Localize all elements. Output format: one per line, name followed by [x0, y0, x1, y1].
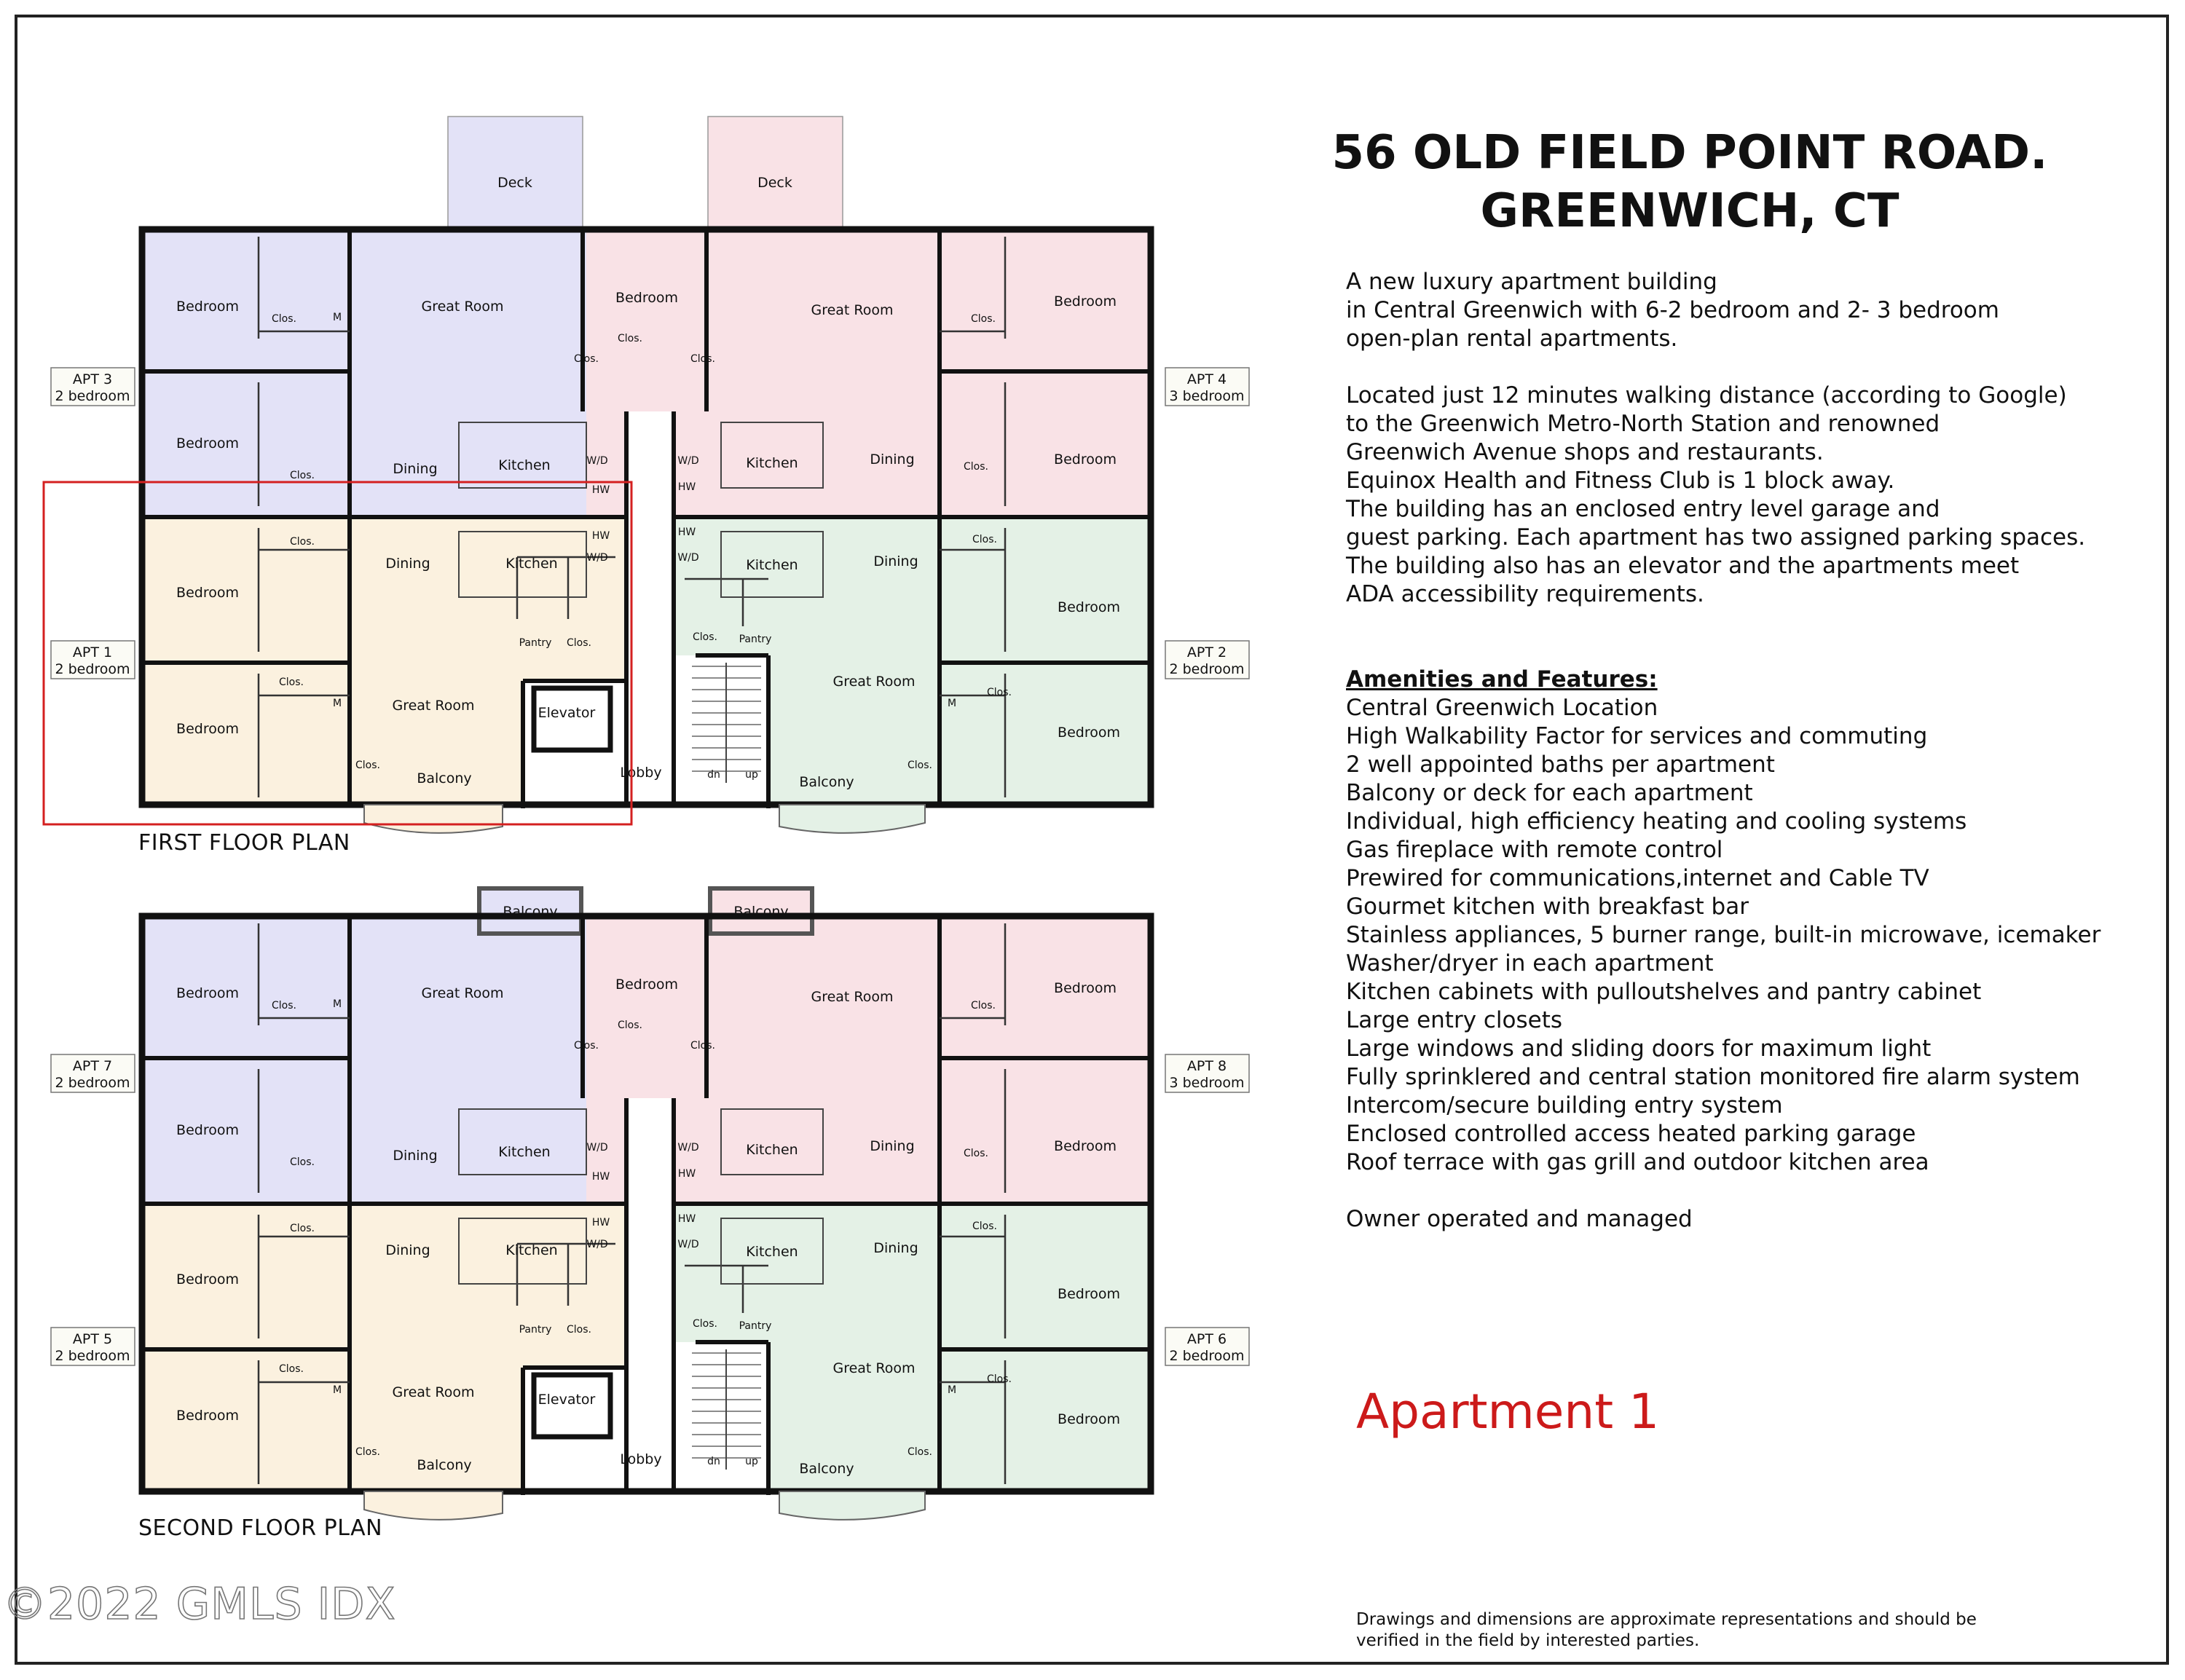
apartment-number: APT 4	[1186, 371, 1227, 387]
fixture-label: Clos.	[618, 1020, 642, 1031]
room-label: Bedroom	[1058, 725, 1120, 741]
apartment-bedroom-count: 2 bedroom	[1169, 661, 1245, 677]
room-label: Balcony	[799, 774, 854, 790]
room-label: Bedroom	[176, 1408, 239, 1424]
amenity-item: Balcony or deck for each apartment	[1346, 780, 1753, 806]
amenity-item: Prewired for communications,internet and Cable TV	[1346, 865, 1929, 891]
fixture-label: Clos.	[971, 1000, 996, 1011]
bottom-balcony	[364, 805, 503, 833]
amenities-heading: Amenities and Features:	[1346, 666, 1658, 693]
deck-label: Deck	[497, 175, 532, 191]
fixture-label: Clos.	[972, 1220, 997, 1232]
room-label: Kitchen	[498, 457, 551, 473]
balcony-label: Balcony	[503, 904, 558, 920]
fixture-label: HW	[591, 1171, 610, 1183]
room-label: Great Room	[832, 674, 916, 690]
fixture-label: Clos.	[964, 1148, 988, 1159]
room-label: Bedroom	[1058, 599, 1120, 615]
fixture-label: Clos.	[987, 687, 1012, 698]
fixture-label: M	[332, 312, 342, 323]
fixture-label: W/D	[677, 1142, 699, 1153]
apartment-bedroom-count: 2 bedroom	[55, 1348, 130, 1364]
room-label: Bedroom	[176, 985, 239, 1001]
amenity-item: Fully sprinklered and central station monitored fire alarm system	[1346, 1064, 2080, 1090]
copyright-watermark: ©2022 GMLS IDX	[3, 1579, 396, 1630]
fixture-label: Clos.	[987, 1373, 1012, 1385]
apartment-number: APT 5	[72, 1331, 113, 1347]
fixture-label: Clos.	[272, 313, 296, 325]
intro-paragraph	[1346, 268, 1999, 353]
first-floor-plan-label: FIRST FLOOR PLAN	[138, 830, 350, 856]
apartment-bedroom-count: 2 bedroom	[1169, 1348, 1245, 1364]
fixture-label: W/D	[677, 455, 699, 467]
fixture-label: Clos.	[567, 1324, 591, 1336]
fixture-label: W/D	[586, 455, 608, 467]
room-label: Elevator	[538, 1392, 596, 1408]
apartment-bedroom-count: 3 bedroom	[1169, 1075, 1245, 1091]
amenity-item: Large entry closets	[1346, 1007, 1563, 1033]
amenity-item: 2 well appointed baths per apartment	[1346, 752, 1775, 778]
fixture-label: W/D	[586, 1239, 608, 1250]
owner-note: Owner operated and managed	[1346, 1206, 1693, 1232]
room-label: Dining	[870, 451, 915, 468]
fixture-label: Clos.	[355, 1446, 380, 1458]
room-label: Dining	[870, 1138, 915, 1154]
fixture-label: Pantry	[519, 1324, 552, 1336]
fixture-label: Clos.	[272, 1000, 296, 1011]
bottom-balcony	[364, 1491, 503, 1520]
apartment-number: APT 7	[72, 1058, 113, 1074]
room-label: Bedroom	[1054, 451, 1117, 468]
apartment-bedroom-count: 3 bedroom	[1169, 388, 1245, 404]
intro-line: open-plan rental apartments.	[1346, 326, 1678, 352]
room-label: Lobby	[620, 1451, 662, 1467]
room-label: Bedroom	[176, 585, 239, 601]
fixture-label: Clos.	[279, 677, 304, 688]
room-label: Dining	[393, 1148, 438, 1164]
fixture-label: W/D	[586, 552, 608, 564]
title-line-street: 56 OLD FIELD POINT ROAD.	[1331, 126, 2048, 180]
apartment-bedroom-count: 2 bedroom	[55, 661, 130, 677]
fixture-label: HW	[677, 1213, 696, 1225]
room-label: Great Room	[392, 698, 475, 714]
room-label: Kitchen	[498, 1144, 551, 1160]
location-line: The building has an enclosed entry level garage and	[1346, 496, 1940, 522]
fixture-label: Clos.	[290, 1223, 315, 1234]
fixture-label: W/D	[586, 1142, 608, 1153]
fixture-label: M	[332, 1384, 342, 1396]
location-paragraph	[1346, 382, 2085, 609]
intro-line: A new luxury apartment building	[1346, 269, 1717, 295]
room-label: Great Room	[811, 989, 894, 1005]
room-label: Balcony	[799, 1461, 854, 1477]
apartment-number: APT 3	[72, 371, 113, 387]
fixture-label: M	[947, 698, 957, 709]
location-line: Equinox Health and Fitness Club is 1 block away.	[1346, 468, 1895, 494]
room-label: Kitchen	[746, 1142, 798, 1158]
amenity-item: Enclosed controlled access heated parking garage	[1346, 1121, 1916, 1147]
room-label: Kitchen	[505, 556, 558, 572]
intro-line: in Central Greenwich with 6-2 bedroom and 2- 3 bedroom	[1346, 297, 1999, 323]
amenity-item: Washer/dryer in each apartment	[1346, 950, 1714, 977]
fixture-label: up	[745, 1456, 758, 1467]
floor-2-plan	[51, 888, 1249, 1520]
fixture-label: HW	[677, 1168, 696, 1180]
room-label: Great Room	[421, 985, 504, 1001]
fixture-label: HW	[591, 484, 610, 496]
fixture-label: Clos.	[693, 1318, 717, 1330]
fixture-label: HW	[591, 1217, 610, 1229]
fixture-label: Clos.	[279, 1363, 304, 1375]
room-label: Dining	[393, 461, 438, 477]
room-label: Bedroom	[176, 1271, 239, 1287]
room-label: Bedroom	[1054, 293, 1117, 309]
fixture-label: W/D	[677, 552, 699, 564]
amenity-item: Roof terrace with gas grill and outdoor kitchen area	[1346, 1149, 1929, 1175]
room-label: Great Room	[421, 299, 504, 315]
bottom-balcony	[779, 805, 925, 833]
room-label: Bedroom	[1054, 980, 1117, 996]
location-line: to the Greenwich Metro-North Station and renowned	[1346, 411, 1940, 437]
amenity-item: Gourmet kitchen with breakfast bar	[1346, 894, 1749, 920]
disclaimer-line: verified in the field by interested parties.	[1356, 1631, 1700, 1650]
room-label: Bedroom	[176, 1122, 239, 1138]
fixture-label: Pantry	[739, 1320, 772, 1332]
apartment-bedroom-count: 2 bedroom	[55, 388, 130, 404]
amenity-item: Gas fireplace with remote control	[1346, 837, 1723, 863]
room-label: Lobby	[620, 765, 662, 781]
amenity-item: Kitchen cabinets with pulloutshelves and pantry cabinet	[1346, 979, 1982, 1005]
amenity-item: High Walkability Factor for services and commuting	[1346, 723, 1928, 749]
room-label: Kitchen	[746, 455, 798, 471]
room-label: Dining	[873, 1240, 918, 1256]
amenity-item: Stainless appliances, 5 burner range, built-in microwave, icemaker	[1346, 922, 2101, 948]
fixture-label: Clos.	[355, 760, 380, 771]
room-label: Dining	[385, 1242, 430, 1258]
fixture-label: Clos.	[290, 470, 315, 481]
room-label: Kitchen	[746, 1244, 798, 1260]
title-line-town: GREENWICH, CT	[1480, 184, 1899, 238]
fixture-label: M	[332, 698, 342, 709]
fixture-label: HW	[677, 527, 696, 538]
apartment-bedroom-count: 2 bedroom	[55, 1075, 130, 1091]
apartment-number: APT 1	[72, 644, 113, 660]
fixture-label: up	[745, 769, 758, 781]
room-label: Great Room	[832, 1360, 916, 1376]
amenity-item: Individual, high efficiency heating and cooling systems	[1346, 808, 1967, 835]
fixture-label: Clos.	[290, 1156, 315, 1168]
fixture-label: Clos.	[690, 1040, 715, 1052]
fixture-label: dn	[707, 769, 720, 781]
room-label: Great Room	[392, 1384, 475, 1400]
amenity-item: Intercom/secure building entry system	[1346, 1092, 1783, 1119]
room-label: Kitchen	[746, 557, 798, 573]
amenity-item: Large windows and sliding doors for maximum light	[1346, 1036, 1932, 1062]
amenities-section	[1346, 666, 2101, 1234]
room-label: Balcony	[417, 770, 472, 786]
property-title	[1318, 124, 2061, 240]
room-label: Great Room	[811, 302, 894, 318]
fixture-label: Pantry	[739, 634, 772, 645]
room-label: Balcony	[417, 1457, 472, 1473]
fixture-label: dn	[707, 1456, 720, 1467]
location-line: guest parking. Each apartment has two assigned parking spaces.	[1346, 524, 2086, 551]
fixture-label: Clos.	[971, 313, 996, 325]
room-label: Bedroom	[176, 299, 239, 315]
disclaimer	[1356, 1609, 1977, 1652]
apartment-number: APT 6	[1186, 1331, 1227, 1347]
room-label: Elevator	[538, 705, 596, 721]
room-label: Bedroom	[1058, 1286, 1120, 1302]
deck-area	[708, 117, 843, 229]
fixture-label: Clos.	[618, 333, 642, 344]
fixture-label: Clos.	[693, 631, 717, 643]
room-label: Bedroom	[176, 721, 239, 737]
location-line: The building also has an elevator and the apartments meet	[1346, 553, 2020, 579]
fixture-label: Clos.	[964, 461, 988, 473]
deck-area	[448, 117, 583, 229]
room-label: Bedroom	[176, 435, 239, 451]
location-line: ADA accessibility requirements.	[1346, 581, 1704, 607]
fixture-label: W/D	[677, 1239, 699, 1250]
fixture-label: Clos.	[567, 637, 591, 649]
room-label: Bedroom	[1054, 1138, 1117, 1154]
fixture-label: Clos.	[574, 353, 599, 365]
location-line: Greenwich Avenue shops and restaurants.	[1346, 439, 1824, 465]
fixture-label: HW	[591, 530, 610, 542]
fixture-label: HW	[677, 481, 696, 493]
apartment-number: APT 8	[1186, 1058, 1227, 1074]
apartment-number: APT 2	[1186, 644, 1227, 660]
fixture-label: Clos.	[972, 534, 997, 545]
room-label: Bedroom	[615, 290, 678, 306]
floor-1-plan	[51, 117, 1249, 833]
fixture-label: Clos.	[290, 536, 315, 548]
bottom-balcony	[779, 1491, 925, 1520]
fixture-label: Clos.	[574, 1040, 599, 1052]
fixture-label: M	[947, 1384, 957, 1396]
room-label: Dining	[873, 553, 918, 569]
selected-apartment-label: Apartment 1	[1356, 1384, 1660, 1440]
fixture-label: M	[332, 998, 342, 1010]
deck-label: Deck	[757, 175, 792, 191]
second-floor-plan-label: SECOND FLOOR PLAN	[138, 1515, 383, 1541]
room-label: Bedroom	[1058, 1411, 1120, 1427]
room-label: Kitchen	[505, 1242, 558, 1258]
room-label: Bedroom	[615, 977, 678, 993]
fixture-label: Clos.	[908, 760, 932, 771]
location-line: Located just 12 minutes walking distance (according to Google)	[1346, 382, 2067, 409]
fixture-label: Clos.	[690, 353, 715, 365]
amenity-item: Central Greenwich Location	[1346, 695, 1658, 721]
fixture-label: Clos.	[908, 1446, 932, 1458]
fixture-label: Pantry	[519, 637, 552, 649]
balcony-label: Balcony	[733, 904, 789, 920]
room-label: Dining	[385, 556, 430, 572]
disclaimer-line: Drawings and dimensions are approximate representations and should be	[1356, 1610, 1977, 1629]
